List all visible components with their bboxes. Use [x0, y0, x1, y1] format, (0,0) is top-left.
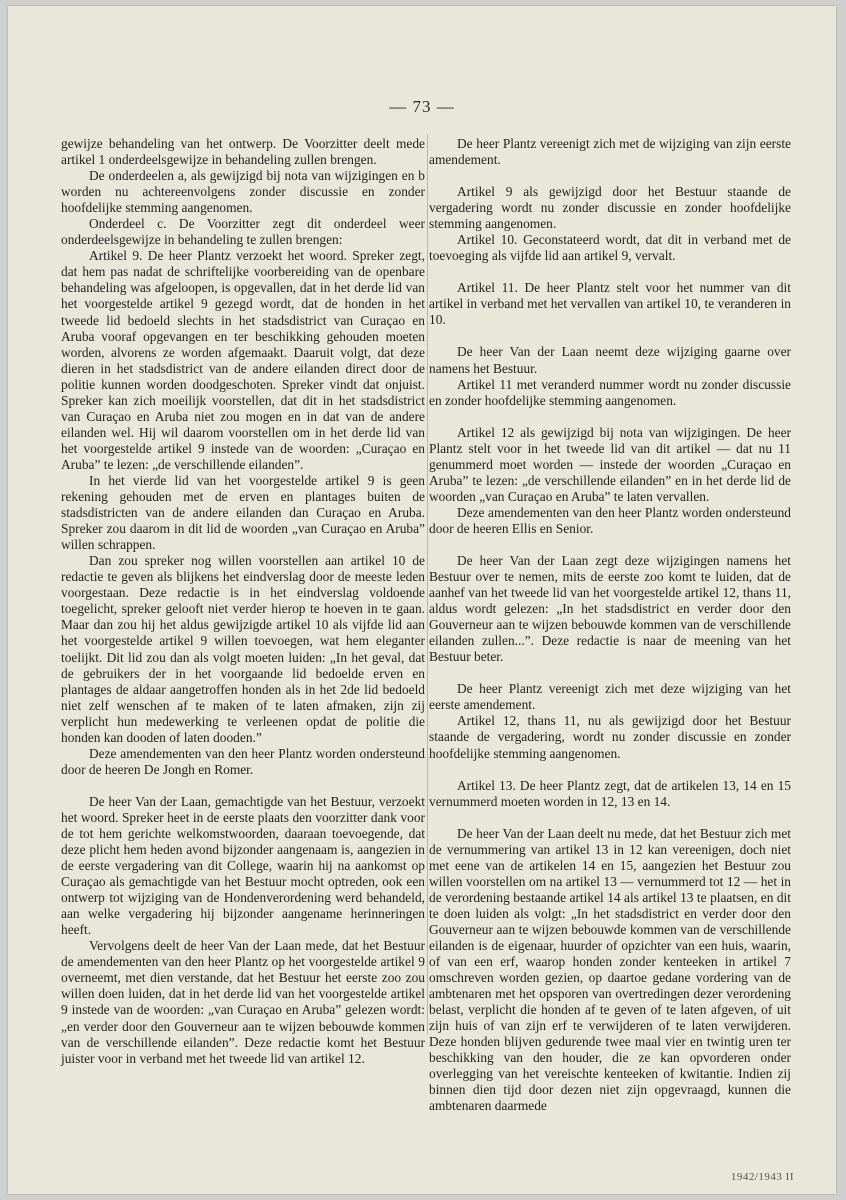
paragraph: Vervolgens deelt de heer Van der Laan mede, dat het Bestuur de amendementen van den heer Plantz op het voorgestelde artikel 9 overneemt, met dien verstande, dat het Bestuur het eerste zoo zou willen doen luiden, dat in het derde lid van het voorgestelde artikel 9 instede van de woorden: „van Curaçao en Aruba” gelezen wordt: „en verder door den Gouverneur aan te wijzen bebouwde kommen van de verschillende eilanden”. Deze redactie komt het Bestuur juister voor in verband met het tweede lid van artikel 12.	[61, 938, 425, 1066]
paragraph: De onderdeelen a, als gewijzigd bij nota van wijzigingen en b worden nu achtereenvolgens zonder discussie en zonder hoofdelijke stemming aangenomen.	[61, 168, 425, 216]
right-column	[429, 136, 791, 1114]
paragraph: Artikel 12 als gewijzigd bij nota van wijzigingen. De heer Plantz stelt voor in het tweede lid van dit artikel — dat nu 11 genummerd moet worden — instede der woorden „Curaçao en Aruba” te lezen: „de verschillende eilanden” en in het derde lid de woorden „van Curaçao en Aruba” te laten vervallen.	[429, 424, 791, 504]
paragraph: De heer Van der Laan, gemachtigde van het Bestuur, verzoekt het woord. Spreker heet in de eerste plaats den voorzitter dank voor de tot hem gerichte welkomstwoorden, daaraan toevoegende, dat deze plicht hem heden avond bijzonder aangenaam is, aangezien in de eerste vergadering van dit College, waarin hij na aankomst op Curaçao als gemachtigde van het Bestuur mocht optreden, ook een ontwerp tot wijziging van de Hondenverordening werd behandeld, aan welke vergadering hij bijzonder aangename herinneringen heeft.	[61, 793, 425, 938]
paragraph: De heer Van der Laan neemt deze wijziging gaarne over namens het Bestuur.	[429, 344, 791, 376]
left-column	[61, 136, 425, 1067]
paragraph: Artikel 13. De heer Plantz zegt, dat de artikelen 13, 14 en 15 vernummerd moeten worden in 12, 13 en 14.	[429, 777, 791, 809]
paragraph: De heer Van der Laan deelt nu mede, dat het Bestuur zich met de vernummering van artikel 13 in 12 kan vereenigen, doch niet met eene van de artikelen 14 en 15, aangezien het Bestuur zou willen voorstellen om na artikel 13 — vernummerd tot 12 — het in de verordening bestaande artikel 14 als artikel 13 te plaatsen, en dit te doen luiden als volgt: „In het stadsdistrict en verder door den Gouverneur aan te wijzen bebouwde kommen van de verschillende eilanden is de eigenaar, huurder of opzichter van een huis, waarin, of van een erf, waarop honden zonder kenteeken in artikel 7 omschreven worden gezien, op daartoe gedane vordering van de ambtenaren met het opsporen van overtredingen dezer verordening belast, verplicht die honden af te geven of te laten afgeven, of uit zijn huis of van zijn erf te verwijderen of te laten verwijderen. Deze honden blijven gedurende twee maal vier en twintig uren ter beschikking van den houder, die ze kan opvorderen onder overlegging van het vereischte kenteeken of kwitantie. Indien zij binnen dien tijd door dezen niet zijn opgevraagd, kunnen die ambtenaren daarmede	[429, 825, 791, 1114]
paragraph: De heer Plantz vereenigt zich met deze wijziging van het eerste amendement.	[429, 681, 791, 713]
paragraph: Dan zou spreker nog willen voorstellen aan artikel 10 de redactie te geven als blijkens het eindverslag door de meeste leden voorgestaan. Deze redactie is in het eindverslag voldoende toegelicht, spreker gelooft niet verder hierop te hoeven in te gaan. Maar dan zou hij het aldus gewijzigde artikel 10 als vijfde lid aan het voorgestelde artikel 9 willen toevoegen, wat hem eleganter toelijkt. Dit lid zou dan als volgt moeten luiden: „In het geval, dat de gebruikers der in het voorgaande lid bedoelde erven en plantages de aldaar aangetroffen honden als in het 2de lid bedoeld niet zelf wenschen af te maken of te laten afmaken, zijn zij verplicht hun medewerking te verleenen opdat de politie die honden kan dooden of laten dooden.”	[61, 553, 425, 745]
archive-stamp: 1942/1943 II	[730, 1171, 794, 1183]
paragraph: De heer Plantz vereenigt zich met de wijziging van zijn eerste amendement.	[429, 136, 791, 168]
page-number: — 73 —	[389, 97, 455, 116]
paragraph: In het vierde lid van het voorgestelde artikel 9 is geen rekening gehouden met de erven en plantages buiten de stadsdistricten van de andere eilanden dan Curaçao en Aruba. Spreker zou daarom in dit lid de woorden „van Curaçao en Aruba” willen schrappen.	[61, 472, 425, 553]
paragraph: gewijze behandeling van het ontwerp. De Voorzitter deelt mede artikel 1 onderdeelsgewijze in behandeling zullen brengen.	[61, 136, 425, 168]
paragraph: Artikel 10. Geconstateerd wordt, dat dit in verband met de toevoeging als vijfde lid aan artikel 9, vervalt.	[429, 232, 791, 264]
paragraph: Artikel 11 met veranderd nummer wordt nu zonder discussie en zonder hoofdelijke stemming aangenomen.	[429, 376, 791, 408]
paragraph: Artikel 9 als gewijzigd door het Bestuur staande de vergadering wordt nu zonder discussie en zonder hoofdelijke stemming aangenomen.	[429, 184, 791, 232]
paragraph: Deze amendementen van den heer Plantz worden ondersteund door de heeren De Jongh en Romer.	[61, 745, 425, 777]
document-page	[8, 6, 836, 1194]
paragraph: Artikel 9. De heer Plantz verzoekt het woord. Spreker zegt, dat hem pas nadat de schriftelijke voorbereiding van de openbare behandeling was afgeloopen, is opgevallen, dat in het derde lid van het voorgestelde artikel 9 gezegd wordt, dat de honden in het tweede lid bedoeld slechts in het stadsdistrict van Curaçao en Aruba vooraf opgevangen en ter beschikking gehouden moeten worden, alvorens ze worden afgemaakt. Daaruit volgt, dat deze dieren in het stadsdistrict van de andere eilanden direct door de politie kunnen worden doodgeschoten. Spreker vindt dat onjuist. Spreker kan zich moeilijk voorstellen, dat dit in het stadsdistrict van Curaçao en Aruba niet zou mogen en in dat van de andere eilanden wel. Hij wil daarom voorstellen om in het derde lid van het voorgestelde artikel 9 instede van de woorden: „Curaçao en Aruba” te lezen: „de verschillende eilanden”.	[61, 248, 425, 472]
column-divider	[427, 134, 428, 1034]
paragraph: Onderdeel c. De Voorzitter zegt dit onderdeel weer onderdeelsgewijze in behandeling te zullen brengen:	[61, 216, 425, 248]
paragraph: Artikel 11. De heer Plantz stelt voor het nummer van dit artikel in verband met het vervallen van artikel 10, te veranderen in 10.	[429, 280, 791, 328]
paragraph: Artikel 12, thans 11, nu als gewijzigd door het Bestuur staande de vergadering, wordt nu zonder discussie en zonder hoofdelijke stemming aangenomen.	[429, 713, 791, 761]
paragraph: De heer Van der Laan zegt deze wijzigingen namens het Bestuur over te nemen, mits de eerste zoo komt te luiden, dat de aanhef van het tweede lid van het voorgestelde artikel 12, thans 11, aldus wordt gelezen: „In het stadsdistrict en verder door den Gouverneur aan te wijzen bebouwde kommen van de verschillende eilanden zullen...”. Deze redactie is naar de meening van het Bestuur beter.	[429, 552, 791, 665]
paragraph: Deze amendementen van den heer Plantz worden ondersteund door de heeren Ellis en Senior.	[429, 504, 791, 536]
